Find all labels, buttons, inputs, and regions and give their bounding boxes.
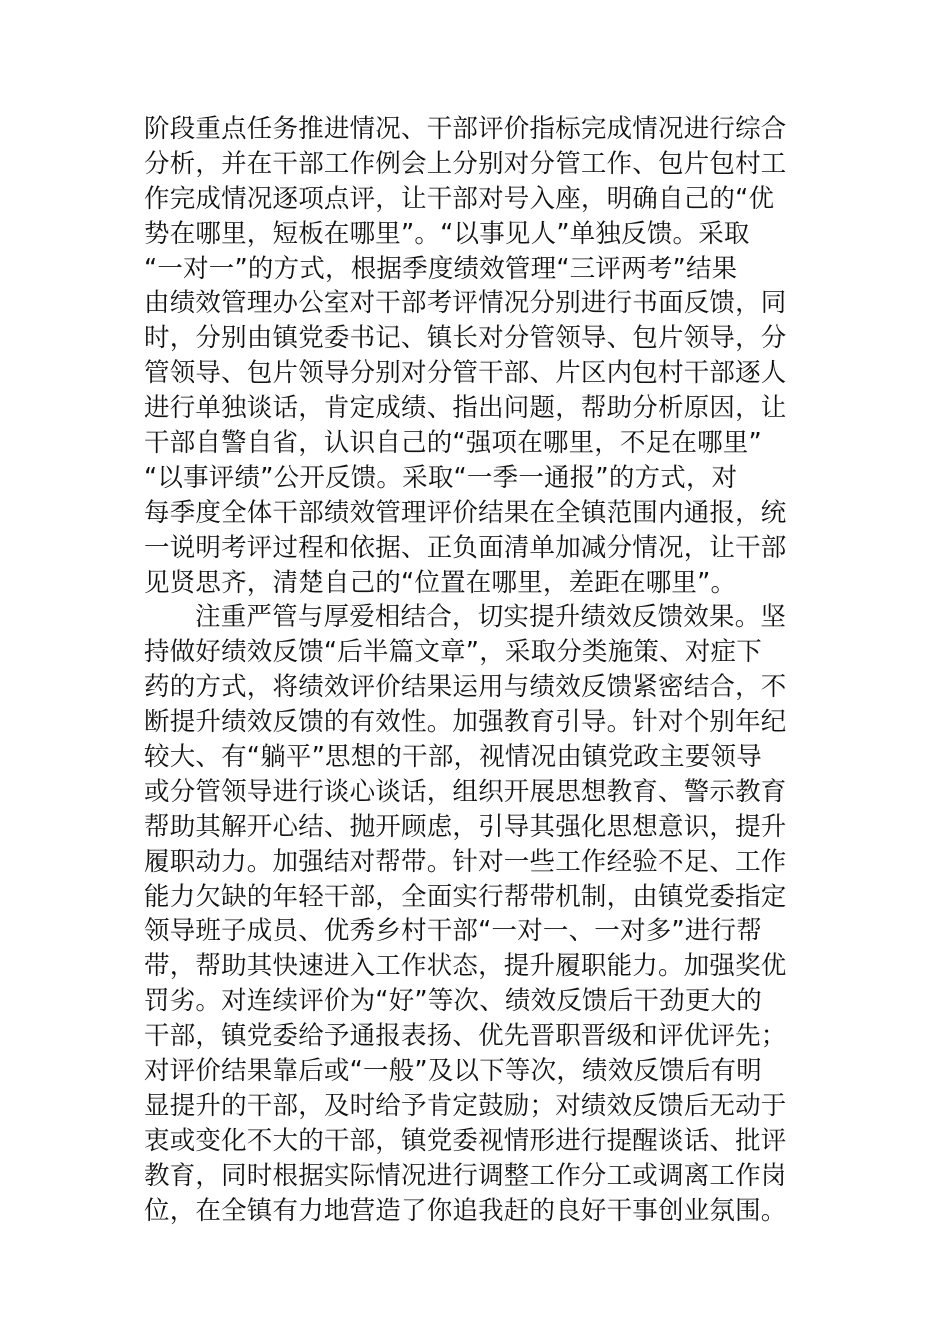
text-line: 履职动力。加强结对帮带。针对一些工作经验不足、工作 xyxy=(144,846,787,877)
text-line: 领导班子成员、优秀乡村干部“一对一、一对多”进行帮 xyxy=(144,916,762,947)
body-text xyxy=(144,112,808,1229)
text-line: 药的方式，将绩效评价结果运用与绩效反馈紧密结合，不 xyxy=(144,672,787,703)
text-line: 分析，并在干部工作例会上分别对分管工作、包片包村工 xyxy=(144,148,787,179)
text-line: 较大、有“躺平”思想的干部，视情况由镇党政主要领导 xyxy=(144,742,762,773)
text-line: 每季度全体干部绩效管理评价结果在全镇范围内通报，统 xyxy=(144,497,787,528)
text-line: 进行单独谈话，肯定成绩、指出问题，帮助分析原因，让 xyxy=(144,393,787,424)
text-line: 能力欠缺的年轻干部，全面实行帮带机制，由镇党委指定 xyxy=(144,881,787,912)
text-line: 带，帮助其快速进入工作状态，提升履职能力。加强奖优 xyxy=(144,951,787,982)
text-line: 由绩效管理办公室对干部考评情况分别进行书面反馈，同 xyxy=(144,288,787,319)
text-line: 阶段重点任务推进情况、干部评价指标完成情况进行综合 xyxy=(144,114,787,144)
text-line: 干部自警自省，认识自己的“强项在哪里，不足在哪里” xyxy=(144,428,762,459)
text-line: 时，分别由镇党委书记、镇长对分管领导、包片领导，分 xyxy=(144,323,787,354)
text-line: 位，在全镇有力地营造了你追我赶的良好干事创业氛围。 xyxy=(144,1195,787,1226)
text-line: 一说明考评过程和依据、正负面清单加减分情况，让干部 xyxy=(144,532,787,563)
text-line: 见贤思齐，清楚自己的“位置在哪里，差距在哪里”。 xyxy=(144,567,737,598)
text-line: 作完成情况逐项点评，让干部对号入座，明确自己的“优 xyxy=(144,183,775,214)
text-line: 管领导、包片领导分别对分管干部、片区内包村干部逐人 xyxy=(144,358,787,389)
text-line: 干部，镇党委给予通报表扬、优先晋职晋级和评优评先； xyxy=(144,1021,787,1052)
text-line: 衷或变化不大的干部，镇党委视情形进行提醒谈话、批评 xyxy=(144,1125,787,1156)
text-line: 或分管领导进行谈心谈话，组织开展思想教育、警示教育 xyxy=(144,776,787,807)
text-line: 断提升绩效反馈的有效性。加强教育引导。针对个别年纪 xyxy=(144,707,787,738)
text-line: 对评价结果靠后或“一般”及以下等次，绩效反馈后有明 xyxy=(144,1056,762,1087)
paragraph-start-line: 注重严管与厚爱相结合，切实提升绩效反馈效果。坚 xyxy=(195,602,787,633)
text-line: 帮助其解开心结、抛开顾虑，引导其强化思想意识，提升 xyxy=(144,811,787,842)
text-line: 教育，同时根据实际情况进行调整工作分工或调离工作岗 xyxy=(144,1160,787,1191)
text-line: 罚劣。对连续评价为“好”等次、绩效反馈后干劲更大的 xyxy=(144,986,762,1017)
text-line: “一对一”的方式，根据季度绩效管理“三评两考”结果 xyxy=(144,253,738,284)
text-line: 持做好绩效反馈“后半篇文章”，采取分类施策、对症下 xyxy=(144,637,762,668)
text-line: 势在哪里，短板在哪里”。“以事见人”单独反馈。采取 xyxy=(144,218,750,249)
text-line: “以事评绩”公开反馈。采取“一季一通报”的方式，对 xyxy=(144,462,738,493)
text-line: 显提升的干部，及时给予肯定鼓励；对绩效反馈后无动于 xyxy=(144,1090,787,1121)
